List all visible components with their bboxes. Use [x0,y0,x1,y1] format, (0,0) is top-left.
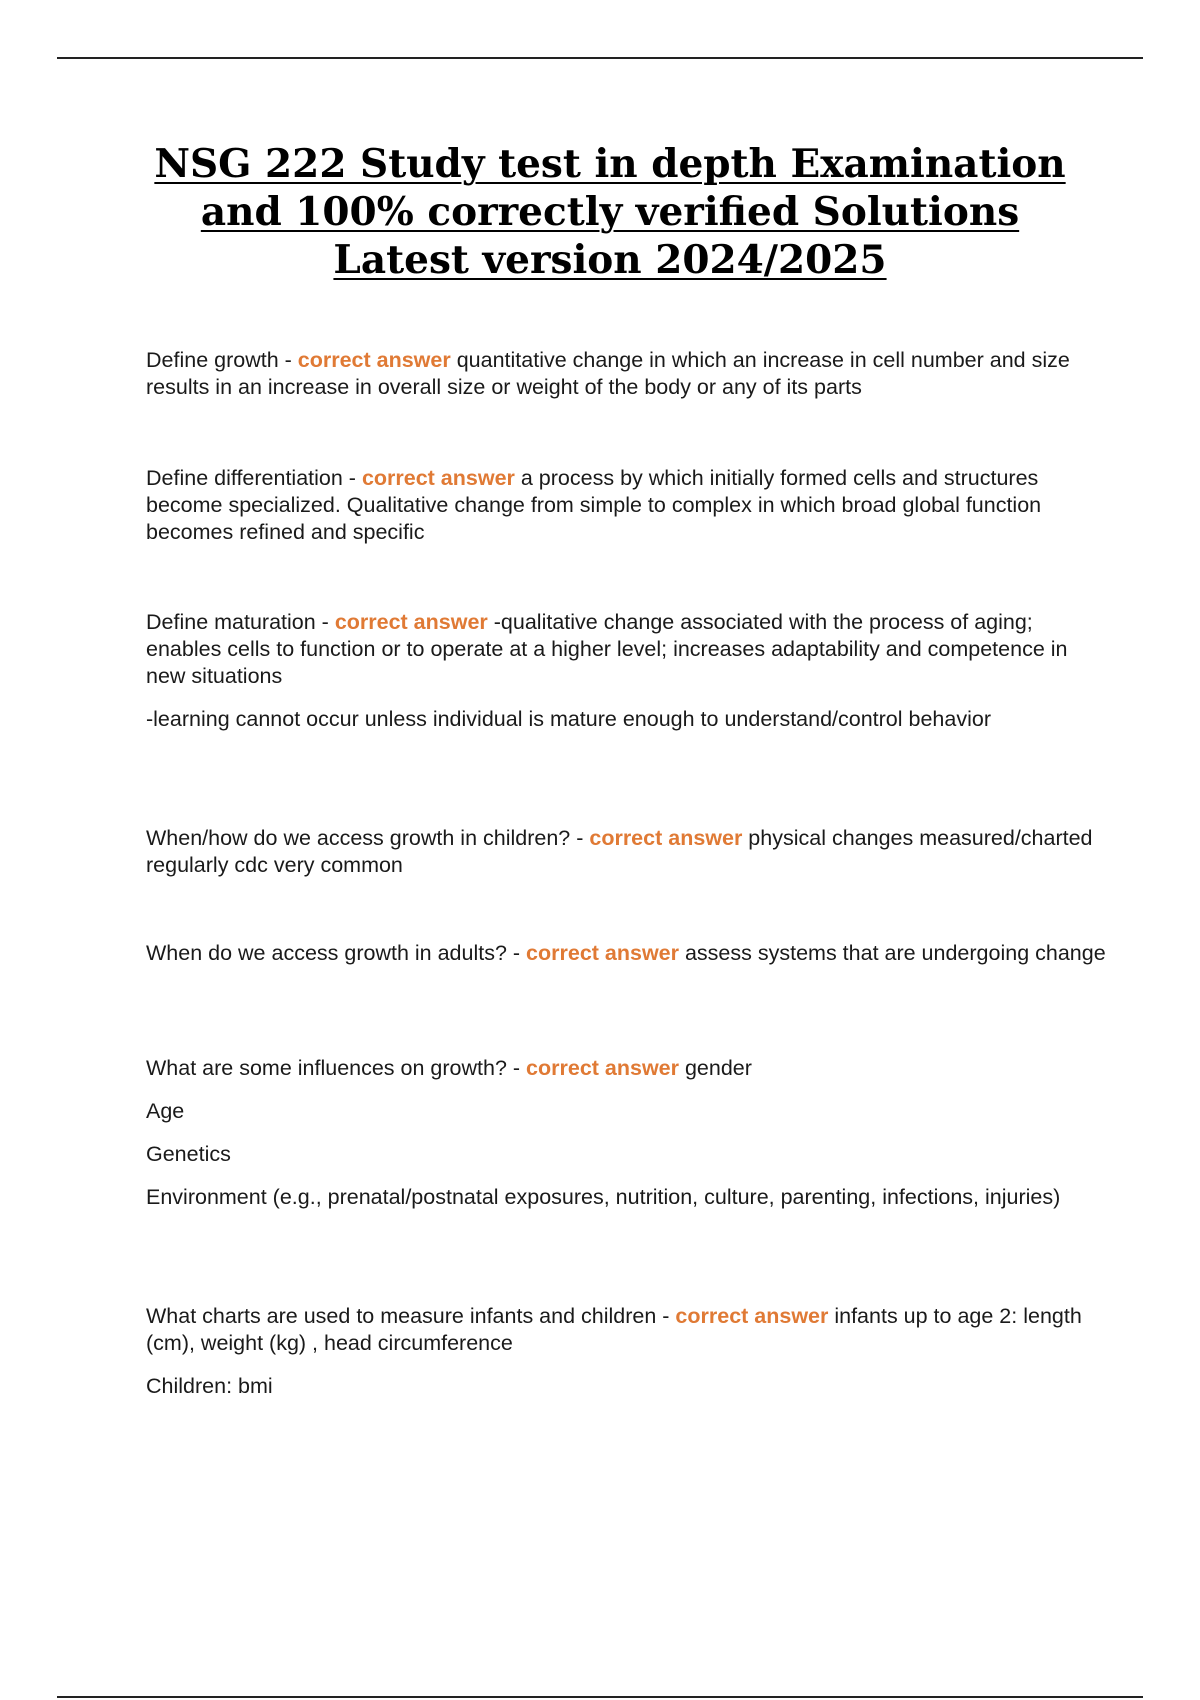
qa-item-growth-children [146,825,1106,895]
answer-text: assess systems that are undergoing change [679,941,1106,965]
qa-item-growth [146,347,1106,417]
extra-line: Genetics [146,1142,231,1166]
answer-text: a process by which initially formed cells and structures become specialized. Qualitative change from simple to complex in which broad global function becomes refined and specific [146,466,1042,544]
qa-item-maturation [146,609,1106,749]
question-text: When/how do we access growth in children? - [146,826,590,850]
answer-text: -qualitative change associated with the process of aging; enables cells to function or to operate at a higher level; increases adaptability and competence in new situations [146,610,1068,688]
correct-answer-label: correct answer [297,348,451,372]
extra-line: Environment (e.g., prenatal/postnatal exposures, nutrition, culture, parenting, infections, injuries) [146,1185,1061,1209]
bottom-divider [57,1696,1143,1698]
qa-text [146,825,1106,879]
question-text: Define maturation - [146,610,335,634]
qa-text [146,1055,1106,1082]
question-text: What are some influences on growth? - [146,1056,527,1080]
answer-text: gender [679,1056,752,1080]
question-text: Define differentiation - [146,466,362,490]
qa-item-differentiation [146,465,1106,562]
correct-answer-label: correct answer [589,826,743,850]
extra-line: -learning cannot occur unless individual is mature enough to understand/control behavior [146,707,991,731]
qa-text [146,347,1106,401]
top-divider [57,57,1143,59]
title-line-1: NSG 222 Study test in depth Examination [154,141,1066,187]
extra-line: Children: bmi [146,1374,273,1398]
title-line-3: Latest version 2024/2025 [333,237,887,283]
question-text: What charts are used to measure infants and children - [146,1304,676,1328]
correct-answer-label: correct answer [526,1056,679,1080]
question-text: When do we access growth in adults? - [146,941,527,965]
qa-text [146,940,1106,967]
qa-item-influences [146,1055,1106,1227]
document-title [130,140,1090,284]
correct-answer-label: correct answer [675,1304,829,1328]
question-text: Define growth - [146,348,298,372]
qa-text [146,609,1106,690]
qa-item-charts [146,1303,1106,1416]
answer-text: quantitative change in which an increase in cell number and size results in an increase in overall size or weight of the body or any of its parts [146,348,1070,399]
answer-text: physical changes measured/charted regularly cdc very common [146,826,1093,877]
answer-text: infants up to age 2: length (cm), weight (kg) , head circumference [146,1304,1082,1355]
title-line-2: and 100% correctly verified Solutions [200,189,1020,235]
qa-text [146,465,1106,546]
correct-answer-label: correct answer [526,941,679,965]
qa-item-growth-adults [146,940,1106,983]
extra-line: Age [146,1099,185,1123]
correct-answer-label: correct answer [361,466,515,490]
qa-text [146,1303,1106,1357]
correct-answer-label: correct answer [334,610,488,634]
